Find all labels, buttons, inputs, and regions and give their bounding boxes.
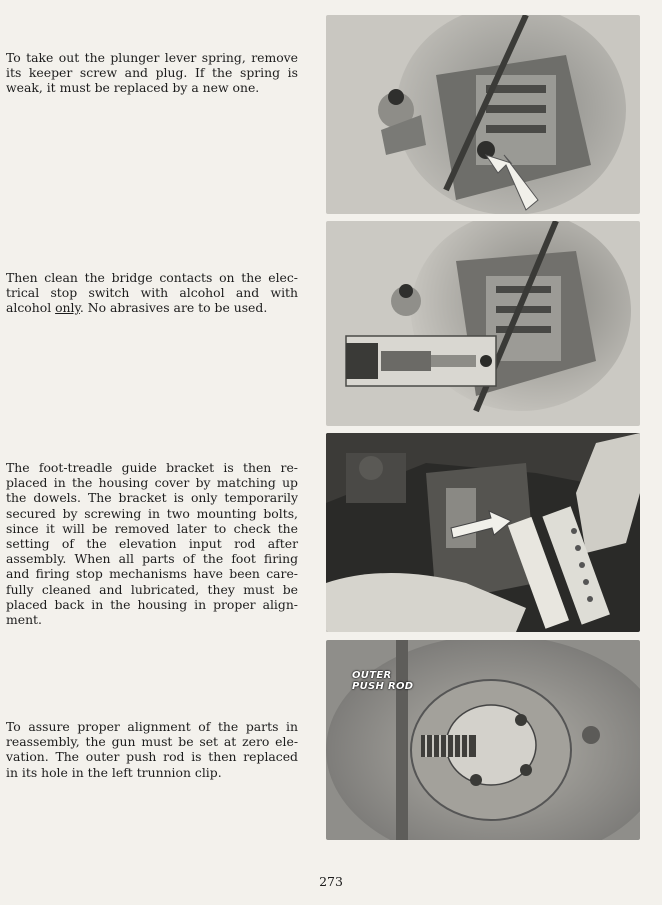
text-line: fully cleaned and lubricated, they must be xyxy=(6,581,298,597)
underlined-word: only xyxy=(55,300,80,316)
text-line: To assure proper alignment of the parts in xyxy=(6,719,298,734)
text-line: secured by screwing in two mounting bolts, xyxy=(6,505,298,521)
paragraph-zero-elevation xyxy=(6,719,298,780)
text-line: and firing stop mechanisms have been care- xyxy=(6,566,298,582)
paragraph-bridge-contacts xyxy=(6,270,298,316)
text-line: in its hole in the left trunnion clip. xyxy=(6,764,222,780)
text-line: trical stop switch with alcohol and with xyxy=(6,285,298,301)
text-line: since it will be removed later to check the xyxy=(6,520,298,536)
text-line: The foot-treadle guide bracket is then re- xyxy=(6,460,298,475)
text-line: assembly. When all parts of the foot firing xyxy=(6,551,298,567)
photo-outer-push-rod xyxy=(326,640,640,840)
text-fragment: . No abrasives are to be used. xyxy=(79,300,268,316)
text-line: reassembly, the gun must be set at zero ele- xyxy=(6,734,298,750)
photo-plunger-lever-spring xyxy=(326,15,640,214)
photo-foot-treadle-guide-bracket-image xyxy=(326,433,640,632)
text-fragment: alcohol xyxy=(6,300,56,316)
text-line: placed back in the housing in proper align- xyxy=(6,596,298,612)
text-line xyxy=(6,300,298,315)
text-line: the dowels. The bracket is only temporarily xyxy=(6,490,298,506)
text-line: setting of the elevation input rod after xyxy=(6,536,298,552)
photo-foot-treadle-guide-bracket xyxy=(326,433,640,632)
text-line: ment. xyxy=(6,612,42,628)
photo-electrical-stop-switch xyxy=(326,221,640,426)
photo-plunger-lever-spring-image xyxy=(326,15,640,214)
text-line: placed in the housing cover by matching up xyxy=(6,475,298,491)
text-line: To take out the plunger lever spring, remove xyxy=(6,50,298,65)
paragraph-plunger-spring xyxy=(6,50,298,96)
text-line: weak, it must be replaced by a new one. xyxy=(6,80,260,96)
page-number: 273 xyxy=(319,874,343,889)
photo-electrical-stop-switch-image xyxy=(326,221,640,426)
text-line: its keeper screw and plug. If the spring is xyxy=(6,65,298,81)
text-line: vation. The outer push rod is then replaced xyxy=(6,749,298,765)
text-line: Then clean the bridge contacts on the elec- xyxy=(6,270,298,285)
paragraph-guide-bracket xyxy=(6,460,298,627)
photo-label-outer-push-rod: OUTER PUSH ROD xyxy=(352,670,414,692)
